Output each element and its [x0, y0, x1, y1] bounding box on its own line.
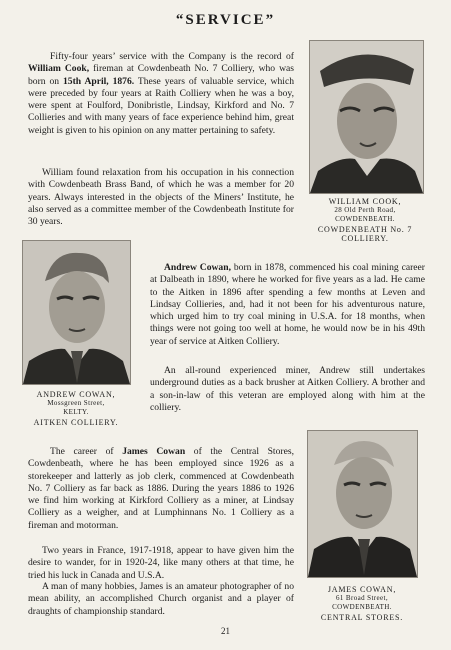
caption-town: COWDENBEATH. — [335, 215, 395, 224]
text: These years of valuable service, which were preceded by four years at Raith Colliery when he was a boy, were spent at Foulford, Donibristle, Lindsay, Kirkford and No. 7 Collieries and with many years of face experience behind him, great weight is given to his opinion on any matter pertaining to safety. — [28, 75, 294, 136]
caption-name: WILLIAM COOK, — [328, 197, 402, 206]
caption-address: 61 Broad Street, — [335, 594, 389, 603]
person-name: William Cook, — [28, 63, 90, 75]
james-cowan-paragraph-2: Two years in France, 1917-1918, appear to have given him the desire to wander, for in 1920-24, like many others at that time, he tried his luck in Canada and U.S.A. — [28, 545, 294, 581]
caption-workplace: COLLIERY. — [341, 233, 389, 243]
text: Fifty-four years’ service with the Company is the record of — [50, 51, 294, 62]
page-number: 21 — [221, 626, 230, 636]
caption-workplace: COWDENBEATH No. 7 — [317, 224, 413, 234]
birth-date: 15th April, 1876. — [62, 75, 135, 87]
portrait-image — [23, 241, 130, 384]
person-name: James Cowan — [122, 446, 186, 457]
text: The career of — [50, 446, 123, 457]
text: of the Central Stores, Cowdenbeath, where he has been employed since 1926 as a storekeeper and latterly as job clerk, commenced at Cowdenbeath No. 7 Colliery as far back as 1886. During the years 1886 to 1926 we find him working at Kirkford Colliery as a miner, at Lindsay Colliery as a weigher, and at Lumphinnans No. 1 Colliery as a fireman and motorman. — [28, 446, 294, 531]
caption-town: KELTY. — [63, 408, 89, 417]
william-cook-paragraph-2: William found relaxation from his occupation in his connection with Cowdenbeath Brass Band, of which he was a member for 20 years. Always interested in the objects of the Miners’ Institute, he also served as a committee member of the Cowdenbeath Institute for 30 years. — [28, 167, 294, 228]
james-cowan-paragraph-1 — [28, 446, 294, 532]
james-cowan-paragraph-3: A man of many hobbies, James is an amateur photographer of no mean ability, an accomplished Church organist and a player of draughts of championship standard. — [28, 581, 294, 617]
william-cook-photo — [309, 40, 424, 194]
james-cowan-photo — [307, 430, 418, 578]
andrew-cowan-paragraph-2: An all-round experienced miner, Andrew still undertakes underground duties as a back brusher at Aitken Colliery. A brother and a son-in-law of this veteran are employed along with him at the colliery. — [150, 365, 425, 413]
caption-workplace: CENTRAL STORES. — [320, 612, 404, 622]
caption-workplace: AITKEN COLLIERY. — [33, 417, 119, 427]
caption-name: ANDREW COWAN, — [36, 390, 116, 399]
portrait-image — [308, 431, 417, 577]
andrew-cowan-paragraph-1 — [150, 262, 425, 348]
page-title: “SERVICE” — [175, 12, 276, 28]
andrew-cowan-photo — [22, 240, 131, 385]
caption-name: JAMES COWAN, — [327, 585, 397, 594]
william-cook-paragraph-1 — [28, 51, 294, 137]
caption-address: Mossgreen Street, — [47, 399, 105, 408]
text: born in 1878, commenced his coal mining career at Dalbeath in 1890, where he worked for five years as a lad. He came to the Aitken in 1896 after spending a few months at Leven and Lindsay Collieries, and, had it not been for his adventurous nature, which urged him to try coal mining in U.S.A. for 18 months, when things were not going too well at home, he would now be in his 49th year of service at Aitken Colliery. — [150, 262, 425, 347]
william-cook-caption — [300, 197, 430, 243]
text: fireman at Cowdenbeath No. 7 Colliery, who was born on — [28, 63, 294, 87]
andrew-cowan-caption — [14, 390, 138, 427]
caption-address: 28 Old Perth Road, — [334, 206, 396, 215]
caption-town: COWDENBEATH. — [332, 603, 392, 612]
james-cowan-caption — [298, 585, 426, 622]
person-name: Andrew Cowan, — [164, 262, 231, 273]
portrait-image — [310, 41, 423, 193]
